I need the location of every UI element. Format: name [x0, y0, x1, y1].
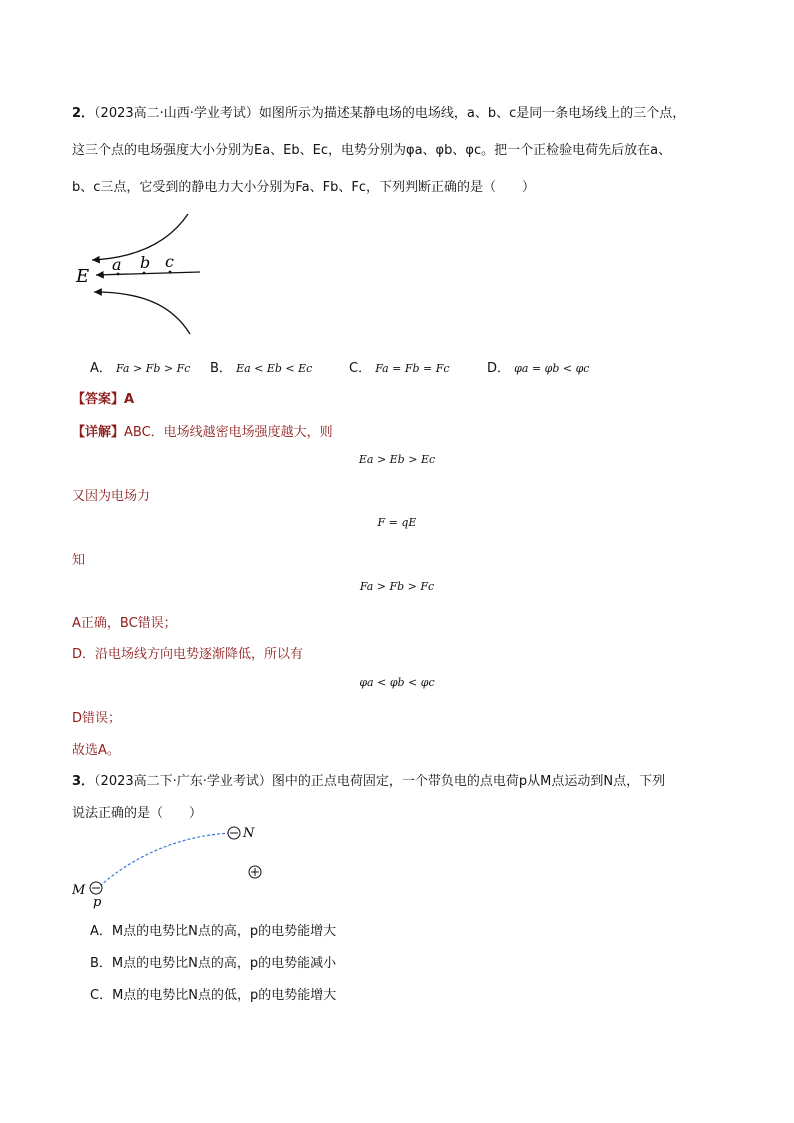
formula-f-qe: F = qE — [377, 516, 417, 529]
q3-option-c-text: M点的电势比N点的低，p的电势能增大 — [112, 988, 337, 1003]
q2-detail-line6: D错误； — [72, 711, 122, 726]
q2-option-d-text: φa = φb < φc — [514, 362, 590, 375]
q2-option-d-key: D． — [487, 361, 511, 376]
q2-stem-line3: b、c三点，它受到的静电力大小分别为Fa、Fb、Fc，下列判断正确的是（ ） — [72, 180, 536, 195]
q2-option-c-text: Fa = Fb = Fc — [375, 362, 450, 375]
detail-label: 【详解】 — [72, 425, 125, 440]
q2-option-d[interactable] — [487, 357, 589, 376]
q3-option-c[interactable] — [90, 984, 336, 1003]
q3-option-a-key: A． — [90, 924, 112, 939]
label-c: c — [165, 252, 174, 271]
q3-option-b[interactable] — [90, 952, 336, 971]
formula-e-compare: Ea > Eb > Ec — [358, 453, 436, 466]
label-b: b — [140, 253, 151, 272]
point-b — [143, 272, 146, 275]
formula-phi-compare: φa < φb < φc — [359, 676, 435, 689]
q2-detail-line3: 知 — [72, 553, 86, 568]
charge-trajectory-figure — [68, 822, 278, 910]
q2-detail-line1 — [72, 421, 333, 440]
q2-option-c[interactable] — [349, 357, 450, 376]
q2-option-b-key: B． — [210, 361, 232, 376]
q3-stem-text1: 图中的正点电荷固定，一个带负电的点电荷p从M点运动到N点，下列 — [271, 774, 666, 789]
label-a: a — [112, 255, 122, 274]
q2-option-c-key: C． — [349, 361, 372, 376]
q3-source: （2023高二下·广东·学业考试） — [94, 774, 272, 789]
q2-number: 2． — [72, 106, 95, 121]
q3-option-b-text: M点的电势比N点的高，p的电势能减小 — [111, 956, 337, 971]
q3-stem-line2: 说法正确的是（ ） — [72, 806, 203, 821]
answer-label: 【答案】 — [72, 392, 125, 407]
q3-option-a-text: M点的电势比N点的高，p的电势能增大 — [111, 924, 337, 939]
label-M: M — [72, 883, 86, 898]
trajectory-path — [100, 833, 234, 886]
q2-stem-line1 — [72, 102, 685, 121]
label-N: N — [243, 826, 255, 841]
lower-field-line — [94, 292, 190, 334]
detail-text1: ABC．电场线越密电场强度越大，则 — [124, 425, 333, 440]
q2-detail-line4: A正确，BC错误； — [72, 616, 177, 631]
q3-option-c-key: C． — [90, 988, 113, 1003]
q3-option-b-key: B． — [90, 956, 112, 971]
q2-option-a-text: Fa > Fb > Fc — [116, 362, 191, 375]
formula-f-compare: Fa > Fb > Fc — [359, 580, 435, 593]
q2-option-a-key: A． — [90, 361, 112, 376]
label-p: p — [93, 895, 102, 910]
q3-number: 3． — [72, 774, 95, 789]
label-E: E — [76, 266, 90, 287]
q3-option-a[interactable] — [90, 920, 336, 939]
q2-detail-line2: 又因为电场力 — [72, 489, 151, 504]
q2-stem-line2: 这三个点的电场强度大小分别为Ea、Eb、Ec，电势分别为φa、φb、φc。把一个正检验电荷先后放在a、 — [72, 143, 672, 158]
q2-option-b[interactable] — [210, 357, 312, 376]
q2-detail-line7: 故选A。 — [72, 743, 120, 758]
q2-source: （2023高二·山西·学业考试） — [94, 106, 259, 121]
field-line-figure — [72, 210, 212, 340]
q3-stem-line1 — [72, 770, 665, 789]
q2-detail-line5: D．沿电场线方向电势逐渐降低，所以有 — [72, 647, 304, 662]
q2-stem-text1: 如图所示为描述某静电场的电场线，a、b、c是同一条电场线上的三个点， — [258, 106, 686, 121]
answer-value: A — [124, 392, 135, 407]
q2-option-b-text: Ea < Eb < Ec — [236, 362, 313, 375]
q2-option-a[interactable] — [90, 357, 190, 376]
q2-answer — [72, 388, 134, 407]
point-c — [169, 271, 172, 274]
